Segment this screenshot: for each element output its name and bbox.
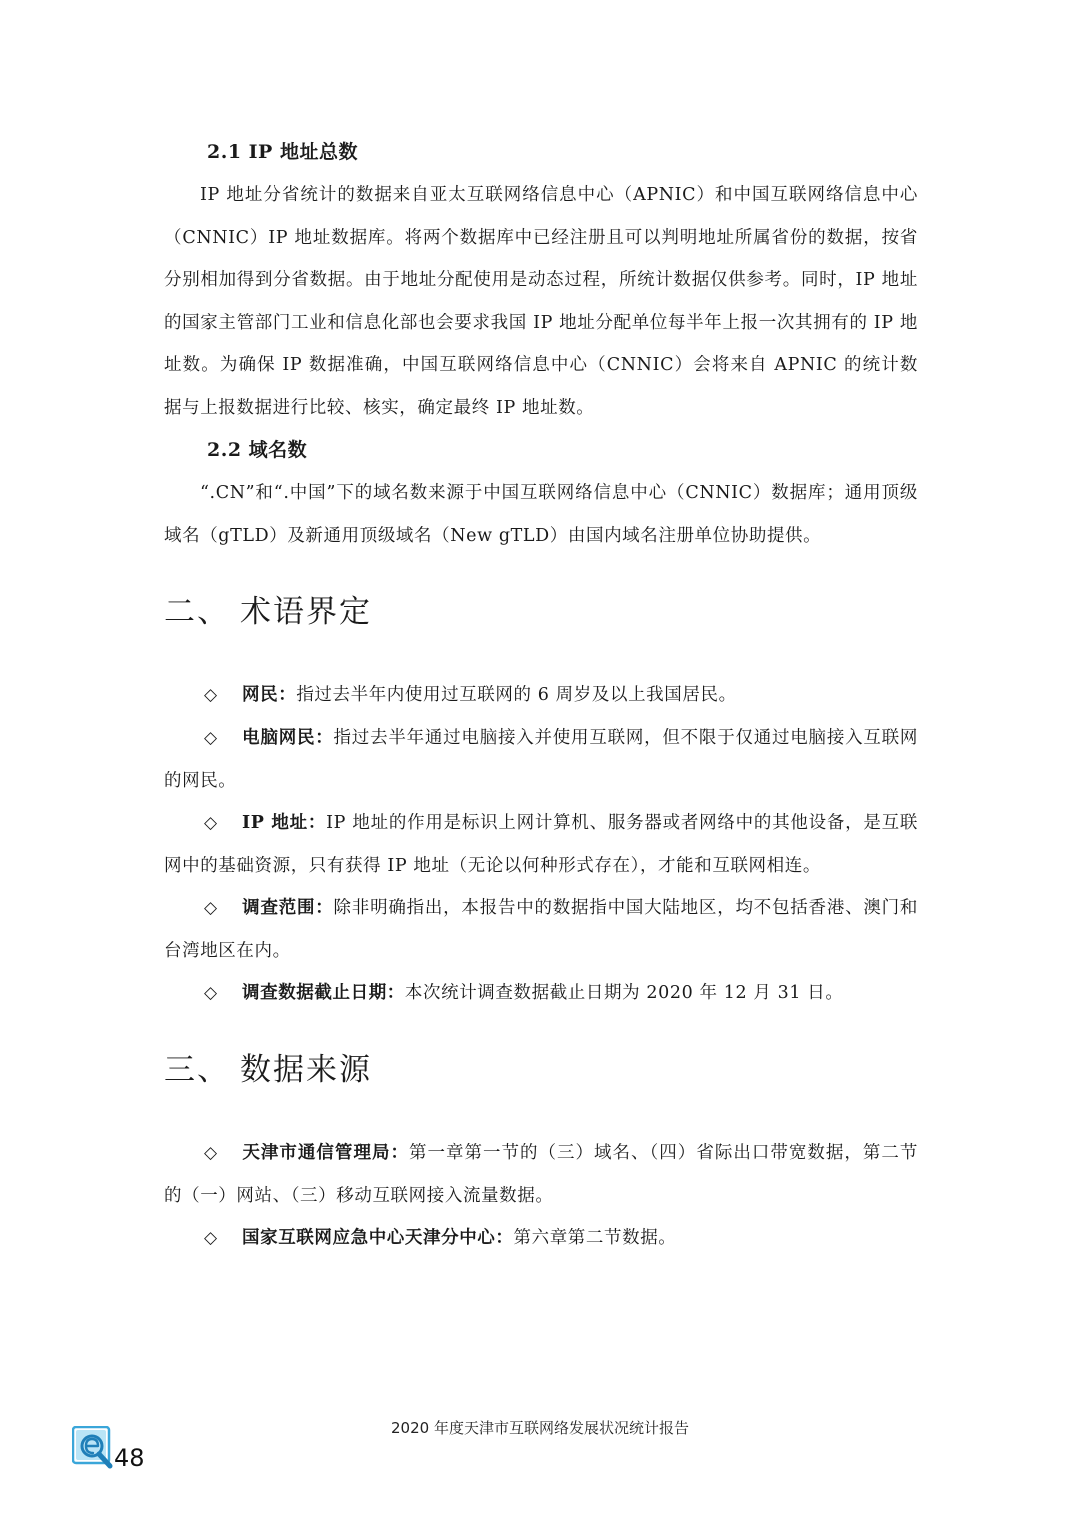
- term-description: 指过去半年通过电脑接入并使用互联网，但不限于仅通过电脑接入互联网的网民。: [164, 728, 919, 791]
- diamond-bullet-icon: ◇: [204, 983, 218, 1003]
- diamond-bullet-icon: ◇: [204, 1228, 218, 1248]
- term-item: [164, 674, 918, 717]
- section-heading-sources: [164, 1050, 372, 1090]
- term-description: IP 地址的作用是标识上网计算机、服务器或者网络中的其他设备，是互联网中的基础资源，只有获得 IP 地址（无论以何种形式存在），才能和互联网相连。: [164, 813, 918, 876]
- term-description: 指过去半年内使用过互联网的 6 周岁及以上我国居民。: [296, 685, 737, 705]
- term-label: 电脑网民：: [242, 728, 334, 748]
- source-label: 天津市通信管理局：: [242, 1143, 409, 1163]
- term-label: 调查数据截止日期：: [242, 983, 405, 1003]
- term-item: [164, 802, 918, 887]
- term-label: IP 地址：: [242, 813, 327, 833]
- diamond-bullet-icon: ◇: [204, 1143, 218, 1163]
- subsection-2-2-paragraph: “.CN”和“.中国”下的域名数来源于中国互联网络信息中心（CNNIC）数据库；通用顶级域名（gTLD）及新通用顶级域名（New gTLD）由国内域名注册单位协助提供。: [164, 483, 918, 546]
- source-item: [164, 1217, 918, 1260]
- source-label: 国家互联网应急中心天津分中心：: [242, 1228, 514, 1248]
- term-description: 除非明确指出，本报告中的数据指中国大陆地区，均不包括香港、澳门和台湾地区在内。: [164, 898, 919, 961]
- term-description: 本次统计调查数据截止日期为 2020 年 12 月 31 日。: [404, 983, 844, 1003]
- subsection-heading-2-2: 2.2 域名数: [207, 439, 308, 461]
- term-item: [164, 972, 918, 1015]
- diamond-bullet-icon: ◇: [204, 898, 218, 918]
- section-number: 二、: [164, 594, 230, 630]
- term-label: 网民：: [242, 685, 297, 705]
- page-number: 48: [114, 1444, 145, 1472]
- section-title: 术语界定: [240, 594, 372, 630]
- section-number: 三、: [164, 1052, 230, 1088]
- term-item: [164, 717, 918, 802]
- section-heading-terms: [164, 592, 372, 632]
- term-label: 调查范围：: [242, 898, 334, 918]
- subsection-heading-2-1: 2.1 IP 地址总数: [207, 141, 358, 163]
- diamond-bullet-icon: ◇: [204, 728, 218, 748]
- term-item: [164, 887, 918, 972]
- subsection-2-1-paragraph: IP 地址分省统计的数据来自亚太互联网络信息中心（APNIC）和中国互联网络信息中心（CNNIC）IP 地址数据库。将两个数据库中已经注册且可以判明地址所属省份的数据，按省分别相加得到分省数据。由于地址分配使用是动态过程，所统计数据仅供参考。同时，IP 地址的国家主管部门工业和信息化部也会要求我国 IP 地址分配单位每半年上报一次其拥有的 IP 地址数。为确保 IP 数据准确，中国互联网络信息中心（CNNIC）会将来自 APNIC 的统计数据与上报数据进行比较、核实，确定最终 IP 地址数。: [164, 185, 918, 418]
- magnifier-e-logo-icon: [72, 1426, 114, 1470]
- report-footer-title: 2020 年度天津市互联网络发展状况统计报告: [391, 1419, 689, 1437]
- section-title: 数据来源: [240, 1052, 372, 1088]
- source-item: [164, 1132, 918, 1217]
- source-description: 第六章第二节数据。: [513, 1228, 677, 1248]
- diamond-bullet-icon: ◇: [204, 685, 218, 705]
- source-description: 第一章第一节的（三）域名、（四）省际出口带宽数据，第二节的（一）网站、（三）移动互联网接入流量数据。: [164, 1143, 918, 1206]
- diamond-bullet-icon: ◇: [204, 813, 218, 833]
